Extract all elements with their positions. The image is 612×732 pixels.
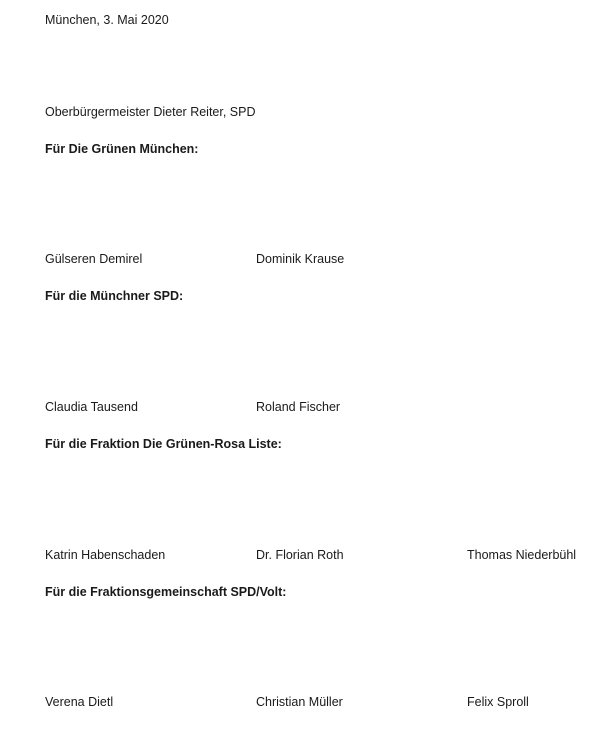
signature-row-gruene-rosa-liste — [0, 547, 612, 563]
group-heading-gruene-muenchen: Für Die Grünen München: — [45, 142, 199, 156]
signature-row-muenchner-spd — [0, 399, 612, 415]
signatory-name: Christian Müller — [256, 695, 343, 709]
signatory-name: Claudia Tausend — [45, 400, 138, 414]
signatory-name: Dr. Florian Roth — [256, 548, 344, 562]
signatory-name: Roland Fischer — [256, 400, 341, 414]
signatory-name: Verena Dietl — [45, 695, 114, 709]
signatory-name: Katrin Habenschaden — [45, 548, 166, 562]
mayor-signatory: Oberbürgermeister Dieter Reiter, SPD — [45, 105, 256, 119]
signature-row-gruene-muenchen — [0, 251, 612, 267]
group-heading-spd-volt: Für die Fraktionsgemeinschaft SPD/Volt: — [45, 585, 287, 599]
signatory-name: Gülseren Demirel — [45, 252, 143, 266]
signature-row-spd-volt — [0, 694, 612, 710]
group-heading-muenchner-spd: Für die Münchner SPD: — [45, 289, 184, 303]
signatory-name: Thomas Niederbühl — [467, 548, 577, 562]
signatory-name: Dominik Krause — [256, 252, 345, 266]
group-heading-gruene-rosa-liste: Für die Fraktion Die Grünen-Rosa Liste: — [45, 437, 282, 451]
place-date: München, 3. Mai 2020 — [45, 13, 169, 27]
signatory-name: Felix Sproll — [467, 695, 529, 709]
